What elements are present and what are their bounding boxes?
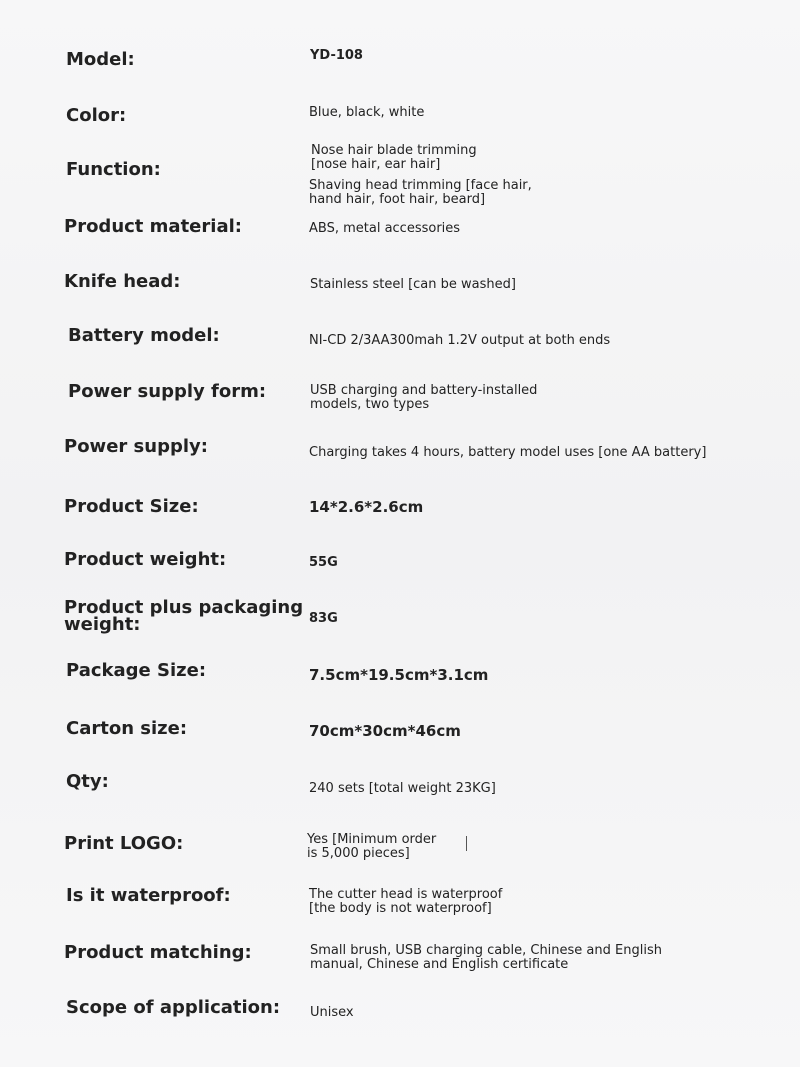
spec-value-battery-model bbox=[309, 334, 610, 348]
spec-label-model: Model: bbox=[66, 49, 135, 70]
spec-value-model bbox=[310, 49, 363, 63]
spec-value-line: Small brush, USB charging cable, Chinese and English bbox=[310, 943, 662, 958]
spec-value-function-shaving bbox=[309, 179, 532, 207]
spec-value-line: 7.5cm*19.5cm*3.1cm bbox=[309, 666, 489, 684]
spec-label-carton-size: Carton size: bbox=[66, 718, 188, 739]
spec-value-power-supply-form bbox=[310, 384, 537, 412]
spec-label-color: Color: bbox=[66, 105, 127, 126]
spec-value-line: [nose hair, ear hair] bbox=[311, 157, 441, 172]
spec-value-qty bbox=[309, 782, 496, 796]
spec-label-product-size: Product Size: bbox=[64, 496, 199, 517]
spec-value-line: 14*2.6*2.6cm bbox=[309, 498, 424, 516]
spec-value-waterproof bbox=[309, 888, 502, 916]
spec-label-power-supply-form: Power supply form: bbox=[68, 381, 267, 402]
spec-value-carton-size bbox=[309, 723, 461, 739]
spec-value-line: ABS, metal accessories bbox=[309, 221, 461, 236]
spec-value-product-matching bbox=[310, 944, 662, 972]
spec-value-line: [the body is not waterproof] bbox=[309, 901, 492, 916]
spec-value-product-weight bbox=[309, 556, 338, 570]
spec-label-product-weight: Product weight: bbox=[64, 549, 227, 570]
spec-value-package-size bbox=[309, 667, 488, 683]
spec-value-scope bbox=[310, 1006, 354, 1020]
spec-label-knife-head: Knife head: bbox=[64, 271, 181, 292]
spec-value-color bbox=[309, 106, 424, 120]
spec-value-knife-head bbox=[310, 278, 516, 292]
spec-label-package-size: Package Size: bbox=[66, 660, 207, 681]
spec-value-line: 55G bbox=[309, 555, 338, 570]
spec-label-battery-model: Battery model: bbox=[68, 325, 220, 346]
spec-value-line: Unisex bbox=[310, 1005, 354, 1020]
spec-value-line: NI-CD 2/3AA300mah 1.2V output at both ends bbox=[309, 333, 611, 348]
spec-value-line: Blue, black, white bbox=[309, 105, 425, 120]
spec-value-line: USB charging and battery-installed bbox=[310, 383, 538, 398]
spec-value-line: manual, Chinese and English certificate bbox=[310, 957, 569, 972]
spec-value-line: Yes [Minimum order bbox=[307, 832, 437, 847]
spec-value-line: hand hair, foot hair, beard] bbox=[309, 192, 486, 207]
spec-value-line: The cutter head is waterproof bbox=[309, 887, 503, 902]
spec-value-print-logo bbox=[307, 833, 436, 861]
spec-value-product-size bbox=[309, 499, 423, 515]
spec-value-packaging-weight bbox=[309, 612, 338, 626]
spec-label-print-logo: Print LOGO: bbox=[64, 833, 184, 854]
spec-value-line: models, two types bbox=[310, 397, 430, 412]
spec-label-waterproof: Is it waterproof: bbox=[66, 885, 231, 906]
spec-value-line: is 5,000 pieces] bbox=[307, 846, 410, 861]
spec-value-line: Stainless steel [can be washed] bbox=[310, 277, 516, 292]
spec-value-power-supply bbox=[309, 446, 706, 460]
spec-value-product-material bbox=[309, 222, 460, 236]
spec-value-line: Shaving head trimming [face hair, bbox=[309, 178, 532, 193]
spec-label-power-supply: Power supply: bbox=[64, 436, 208, 457]
spec-value-line: YD-108 bbox=[310, 48, 363, 63]
spec-value-function-nose bbox=[311, 144, 477, 172]
spec-label-product-material: Product material: bbox=[64, 216, 242, 237]
spec-value-line: 240 sets [total weight 23KG] bbox=[309, 781, 496, 796]
spec-label-qty: Qty: bbox=[66, 771, 109, 792]
spec-label-function: Function: bbox=[66, 159, 161, 180]
spec-value-line: 70cm*30cm*46cm bbox=[309, 722, 461, 740]
spec-value-line: 83G bbox=[309, 611, 338, 626]
spec-value-line: Charging takes 4 hours, battery model uses [one AA battery] bbox=[309, 445, 707, 460]
spec-label-product-matching: Product matching: bbox=[64, 942, 252, 963]
spec-label-packaging-weight: Product plus packaging weight: bbox=[64, 597, 304, 635]
spec-value-line: Nose hair blade trimming bbox=[311, 143, 477, 158]
spec-label-scope: Scope of application: bbox=[66, 997, 281, 1018]
text-cursor-mark bbox=[466, 836, 467, 851]
